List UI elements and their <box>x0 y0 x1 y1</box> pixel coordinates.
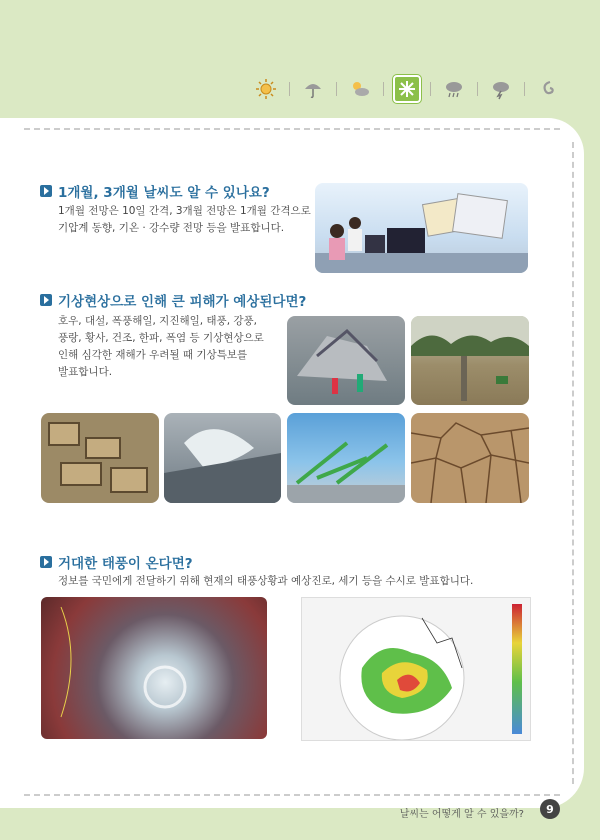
dashed-border-right <box>572 142 574 784</box>
section3-heading <box>40 552 193 572</box>
cloud-lightning-icon[interactable] <box>487 76 515 102</box>
crane-collapse-photo <box>287 413 405 503</box>
rain-umbrella-icon[interactable] <box>299 76 327 102</box>
collapsed-greenhouse-photo <box>41 413 159 503</box>
divider <box>336 82 337 96</box>
section2-text <box>58 313 264 381</box>
forecast-office-photo <box>315 183 528 273</box>
section1-line: 1개월 전망은 10일 간격, 3개월 전망은 1개월 간격으로 <box>58 205 311 217</box>
section3-text: 정보를 국민에게 전달하기 위해 현재의 태풍상황과 예상진로, 세기 등을 수시로 발표합니다. <box>58 575 474 587</box>
dashed-border-top <box>24 128 560 130</box>
section2-title: 기상현상으로 인해 큰 피해가 예상된다면? <box>58 294 307 310</box>
section2-heading <box>40 290 306 310</box>
partly-cloudy-icon[interactable] <box>346 76 374 102</box>
divider <box>289 82 290 96</box>
storm-damage-photo <box>287 316 405 405</box>
section2-line: 풍랑, 황사, 건조, 한파, 폭염 등 기상현상으로 <box>58 332 264 344</box>
typhoon-icon[interactable] <box>534 76 562 102</box>
section1-title: 1개월, 3개월 날씨도 알 수 있나요? <box>58 185 270 201</box>
divider <box>430 82 431 96</box>
typhoon-satellite-image <box>41 597 267 739</box>
drought-cracked-earth-photo <box>411 413 529 503</box>
play-bullet-icon <box>40 185 52 197</box>
cloud-rain-icon[interactable] <box>440 76 468 102</box>
divider <box>477 82 478 96</box>
divider <box>524 82 525 96</box>
section1-heading <box>40 181 270 201</box>
section3-title: 거대한 태풍이 온다면? <box>58 556 193 572</box>
flood-photo <box>411 316 529 405</box>
play-bullet-icon <box>40 556 52 568</box>
section1-text <box>58 203 311 237</box>
section2-line: 인해 심각한 재해가 우려될 때 기상특보를 <box>58 349 248 361</box>
page-number: 9 <box>540 799 560 819</box>
sun-icon[interactable] <box>252 76 280 102</box>
dashed-border-bottom <box>24 794 560 796</box>
section1-line: 기압계 동향, 기온 · 강수량 전망 등을 발표합니다. <box>58 222 285 234</box>
storm-surge-photo <box>164 413 281 503</box>
typhoon-radar-image <box>301 597 531 741</box>
weather-icon-bar <box>252 74 562 104</box>
snowflake-icon[interactable] <box>393 75 421 103</box>
divider <box>383 82 384 96</box>
section2-line: 발표합니다. <box>58 366 113 378</box>
footer-caption: 날씨는 어떻게 알 수 있을까? <box>399 809 524 820</box>
section2-line: 호우, 대설, 폭풍해일, 지진해일, 태풍, 강풍, <box>58 315 258 327</box>
play-bullet-icon <box>40 294 52 306</box>
